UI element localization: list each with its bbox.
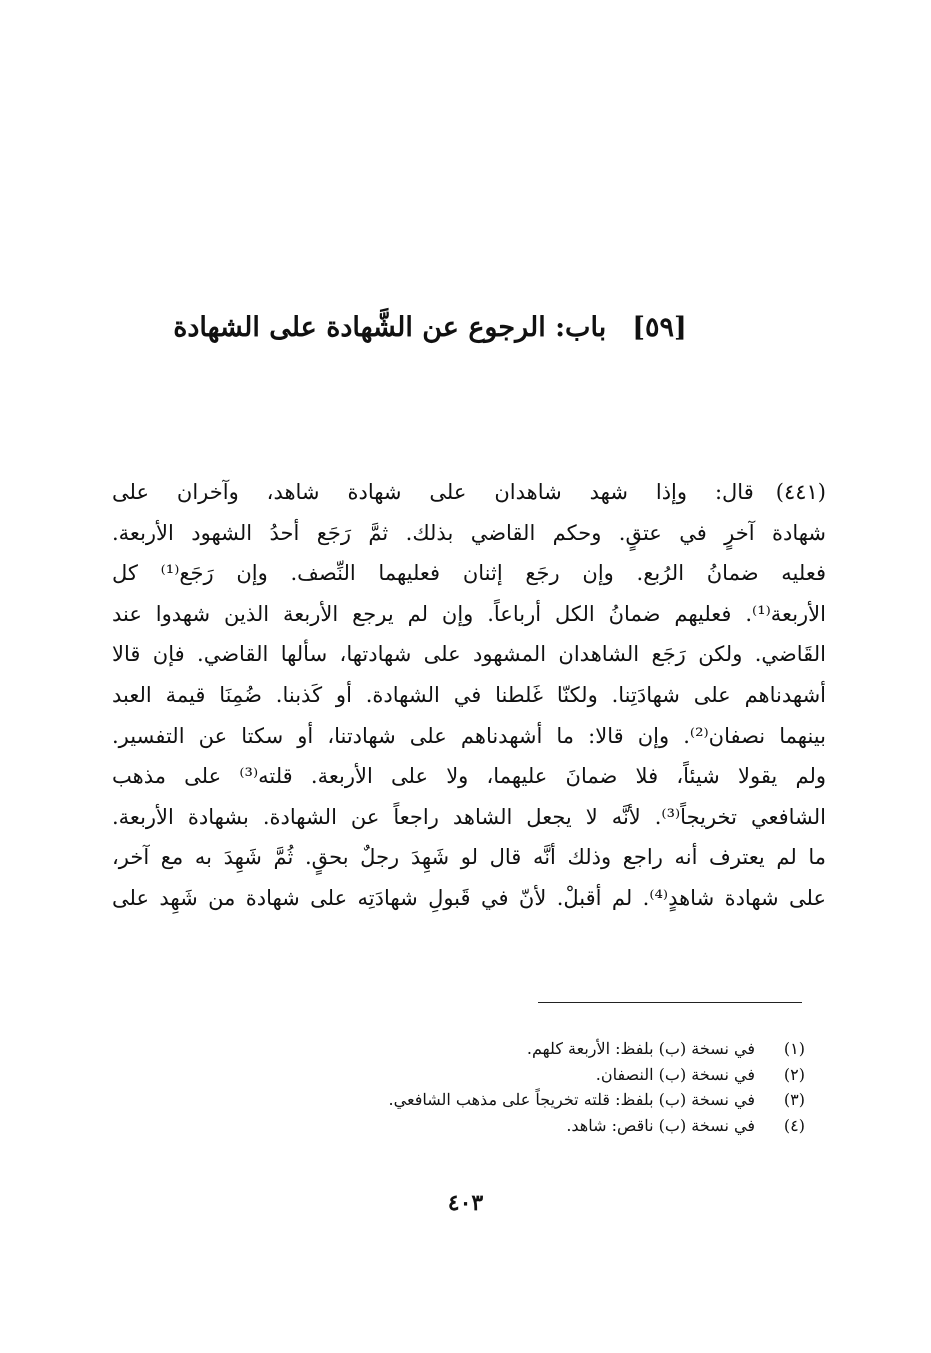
text-line: بينهما نصفان⁽²⁾. وإن قالا: ما أشهدناهم على شهادتنا، أو سكتا عن التفسير. [112, 723, 826, 748]
footnote-text: في نسخة (ب) النصفان. [595, 1064, 755, 1084]
footnote-text: في نسخة (ب) بلفظ: قلته تخريجاً على مذهب الشافعي. [388, 1090, 755, 1109]
footnote-divider [538, 1002, 802, 1003]
text-line: أشهدناهم على شهادَتِنا. ولكنّا غَلطنا في الشهادة. أو كَذبنا. ضُمِنَا قيمة العبد [112, 682, 826, 707]
text-line: ما لم يعترف أنه راجع وذلك أنَّه قال لو شَهِدَ رجلٌ بحقٍ. ثُمَّ شَهِدَ به مع آخر، [112, 845, 826, 870]
text-line: القَاضي. ولكن رَجَع الشاهدان المشهود على شهادتها، سألها القاضي. فإن قالا [112, 642, 826, 667]
text-line: على شهادة شاهدٍ⁽⁴⁾. لم أقبلْ. لأنّ في قَبولِ شهادَتِه على شهادة من شَهِد على [112, 885, 826, 910]
chapter-number: [٥٩] [632, 312, 687, 343]
footnote [300, 1036, 805, 1062]
footnote-text: في نسخة (ب) ناقص: شاهد. [566, 1115, 755, 1135]
text-line: فعليه ضمانُ الرُبع. وإن رجَع إثنان فعليهما النِّصف. وإن رَجَع⁽¹⁾ كل [112, 561, 826, 586]
paragraph-number: (٤٤١) [775, 480, 826, 504]
text-line-content: قال: وإذا شهد شاهدان على شهادة شاهد، وآخران على [112, 480, 754, 504]
chapter-heading [150, 304, 710, 352]
chapter-title: باب: الرجوع عن الشَّهادة على الشهادة [173, 312, 607, 343]
footnote-number: (٢) [783, 1064, 805, 1084]
text-line: الشافعي تخريجاً⁽³⁾. لأنَّه لا يجعل الشاهد راجعاً عن الشهادة. بشهادة الأربعة. [112, 804, 826, 829]
footnote-text: في نسخة (ب) بلفظ: الأربعة كلهم. [526, 1039, 755, 1058]
footnote-number: (٤) [783, 1115, 805, 1135]
text-line: شهادة آخرٍ في عتقٍ. وحكم القاضي بذلك. ثمَّ رَجَع أحدُ الشهود الأربعة. [112, 520, 826, 545]
main-text [112, 472, 826, 919]
footnote [300, 1113, 805, 1139]
footnote [300, 1062, 805, 1088]
text-line [112, 472, 826, 513]
text-line: ولم يقولا شيئاً، فلا ضمانَ عليهما، ولا على الأربعة. قلته⁽³⁾ على مذهب [112, 764, 826, 789]
footnote [300, 1087, 805, 1113]
footnote-number: (٣) [783, 1090, 805, 1109]
page-number: ٤٠٣ [447, 1190, 484, 1216]
footnotes [300, 1036, 805, 1138]
text-line: الأربعة⁽¹⁾. فعليهم ضمانُ الكل أرباعاً. وإن لم يرجع الأربعة الذين شهدوا عند [112, 601, 826, 626]
footnote-number: (١) [783, 1039, 805, 1058]
